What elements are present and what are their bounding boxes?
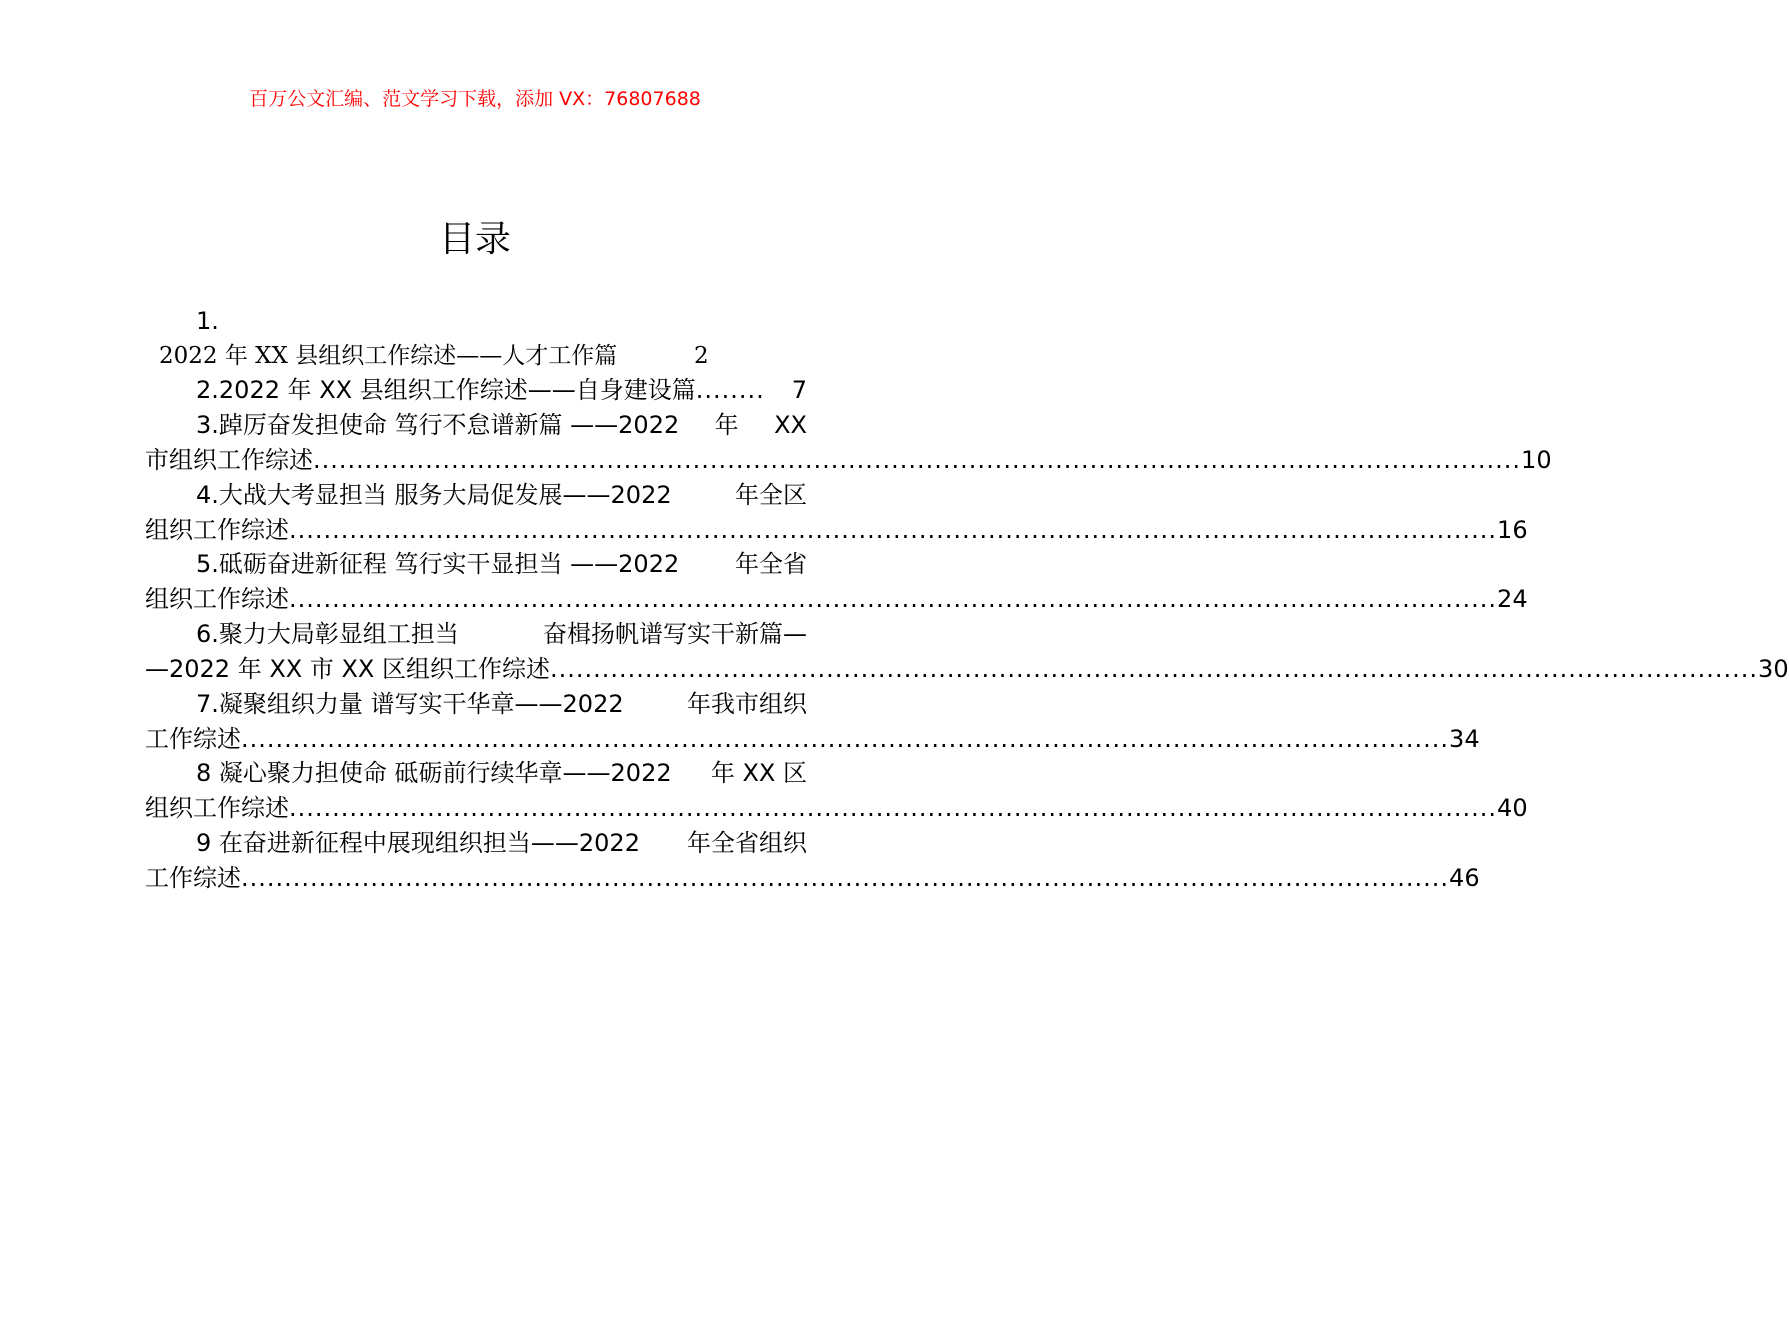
toc-entry-6-line2[interactable]	[145, 651, 1789, 687]
toc-entry-page: 24	[1497, 585, 1528, 613]
toc-leader: ............................................................................................................................................	[550, 655, 1759, 683]
toc-entry-text: 9 在奋进新征程中展现组织担当——2022	[196, 829, 640, 857]
toc-entry-4-line1[interactable]	[196, 477, 807, 513]
toc-entry-page: 7	[791, 376, 807, 404]
toc-entry-text: 组织工作综述	[145, 794, 289, 822]
toc-leader: ........	[695, 376, 765, 404]
toc-leader: ............................................................................................................................................	[241, 725, 1450, 753]
toc-entry-page: 10	[1521, 446, 1552, 474]
toc-leader: ............................................................................................................................................	[313, 446, 1522, 474]
toc-entry-3-line1[interactable]	[196, 407, 807, 443]
toc-entry-text: 年	[714, 411, 739, 439]
toc-entry-3-line2[interactable]	[145, 442, 1552, 478]
toc-entry-page: 30	[1758, 655, 1789, 683]
toc-entry-number: 1.	[196, 307, 219, 335]
toc-entry-text: 工作综述	[145, 725, 241, 753]
toc-entry-text: 8 凝心聚力担使命 砥砺前行续华章——2022	[196, 759, 672, 787]
toc-entry-text: 5.砥砺奋进新征程 笃行实干显担当 ——2022	[196, 550, 680, 578]
toc-leader: ............................................................................................................................................	[289, 516, 1498, 544]
toc-entry-text: 组织工作综述	[145, 516, 289, 544]
toc-entry-5-line1[interactable]	[196, 546, 807, 582]
toc-entry-text: 工作综述	[145, 864, 241, 892]
toc-entry-8-line1[interactable]	[196, 755, 807, 791]
toc-entry-text: 7.凝聚组织力量 谱写实干华章——2022	[196, 690, 624, 718]
toc-leader: ............................................................................................................................................	[241, 864, 1450, 892]
toc-entry-text: 年全区	[735, 481, 807, 509]
toc-entry-text: 年全省组织	[687, 829, 807, 857]
toc-entry-7-line2[interactable]	[145, 721, 1480, 757]
toc-entry-9-line1[interactable]	[196, 825, 807, 861]
toc-entry-text: 奋楫扬帆谱写实干新篇—	[543, 620, 807, 648]
toc-entry-7-line1[interactable]	[196, 686, 807, 722]
toc-entry-text: 年全省	[735, 550, 807, 578]
toc-entry-1[interactable]	[159, 338, 719, 374]
toc-entry-text: 2022 年 XX 县组织工作综述——人才工作篇	[159, 343, 618, 369]
toc-entry-text: XX	[774, 411, 807, 439]
toc-entry-text: 年 XX 区	[710, 759, 807, 787]
toc-entry-6-line1[interactable]	[196, 616, 807, 652]
toc-entry-page: 40	[1497, 794, 1528, 822]
toc-entry-8-line2[interactable]	[145, 790, 1528, 826]
toc-entry-text: 市组织工作综述	[145, 446, 313, 474]
toc-entry-page: 2	[694, 343, 709, 369]
toc-entry-1-number	[196, 303, 807, 339]
page-title: 目录	[438, 219, 511, 260]
toc-entry-text: 组织工作综述	[145, 585, 289, 613]
toc-entry-text: 2.2022 年 XX 县组织工作综述——自身建设篇	[196, 376, 696, 404]
toc-entry-4-line2[interactable]	[145, 512, 1528, 548]
toc-entry-page: 34	[1449, 725, 1480, 753]
toc-entry-5-line2[interactable]	[145, 581, 1528, 617]
toc-entry-9-line2[interactable]	[145, 860, 1480, 896]
toc-entry-text: 3.踔厉奋发担使命 笃行不怠谱新篇 ——2022	[196, 411, 680, 439]
toc-entry-2[interactable]	[196, 372, 807, 408]
toc-entry-text: 年我市组织	[687, 690, 807, 718]
header-notice: 百万公文汇编、范文学习下载，添加 VX：76807688	[249, 88, 701, 110]
toc-entry-page: 46	[1449, 864, 1480, 892]
toc-leader: ............................................................................................................................................	[289, 585, 1498, 613]
toc-entry-text: 6.聚力大局彰显组工担当	[196, 620, 459, 648]
toc-entry-page: 16	[1497, 516, 1528, 544]
toc-entry-text: —2022 年 XX 市 XX 区组织工作综述	[145, 655, 550, 683]
toc-entry-text: 4.大战大考显担当 服务大局促发展——2022	[196, 481, 672, 509]
toc-leader: ............................................................................................................................................	[289, 794, 1498, 822]
